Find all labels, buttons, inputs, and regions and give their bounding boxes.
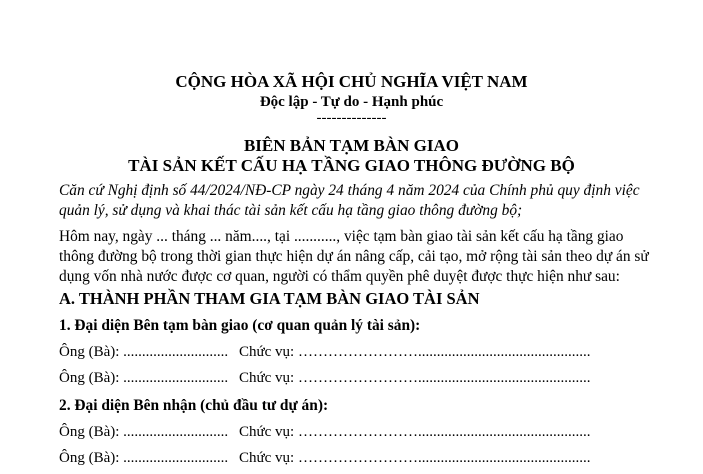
motto: Độc lập - Tự do - Hạnh phúc <box>259 94 444 110</box>
section-a-heading: A. THÀNH PHẦN THAM GIA TẠM BÀN GIAO TÀI SẢN <box>59 289 480 308</box>
representative-role: Chức vụ: …………………….............................................. <box>239 370 591 386</box>
intro-paragraph: Hôm nay, ngày ... tháng ... năm...., tại ..........., việc tạm bàn giao tài sản kết cấu hạ tầng giao thông đường bộ trong thời gian thực hiện dự án nâng cấp, cải tạo, mở rộng tài sản theo dự án sử dụng vốn nhà nước được cơ quan, người có thẩm quyền phê duyệt được thực hiện như sau: <box>59 228 649 285</box>
representative-name: Ông (Bà): ............................ <box>59 424 229 440</box>
signature-row <box>59 450 591 467</box>
header-separator: -------------- <box>316 110 387 126</box>
signature-row <box>59 424 591 441</box>
party1-heading: 1. Đại diện Bên tạm bàn giao (cơ quan quản lý tài sản): <box>59 317 421 334</box>
signature-row <box>59 370 591 387</box>
representative-role: Chức vụ: …………………….............................................. <box>239 344 591 360</box>
representative-role: Chức vụ: …………………….............................................. <box>239 450 591 466</box>
legal-basis: Căn cứ Nghị định số 44/2024/NĐ-CP ngày 24 tháng 4 năm 2024 của Chính phủ quy định việc quản lý, sử dụng và khai thác tài sản kết cấu hạ tầng giao thông đường bộ; <box>59 182 640 219</box>
representative-name: Ông (Bà): ............................ <box>59 450 229 466</box>
document-subtitle: TÀI SẢN KẾT CẤU HẠ TẦNG GIAO THÔNG ĐƯỜNG BỘ <box>128 156 575 175</box>
signature-row <box>59 344 591 361</box>
representative-role: Chức vụ: …………………….............................................. <box>239 424 591 440</box>
representative-name: Ông (Bà): ............................ <box>59 370 229 386</box>
party2-heading: 2. Đại diện Bên nhận (chủ đầu tư dự án): <box>59 397 329 414</box>
national-title: CỘNG HÒA XÃ HỘI CHỦ NGHĨA VIỆT NAM <box>175 72 528 91</box>
document-title: BIÊN BẢN TẠM BÀN GIAO <box>243 136 460 155</box>
representative-name: Ông (Bà): ............................ <box>59 344 229 360</box>
